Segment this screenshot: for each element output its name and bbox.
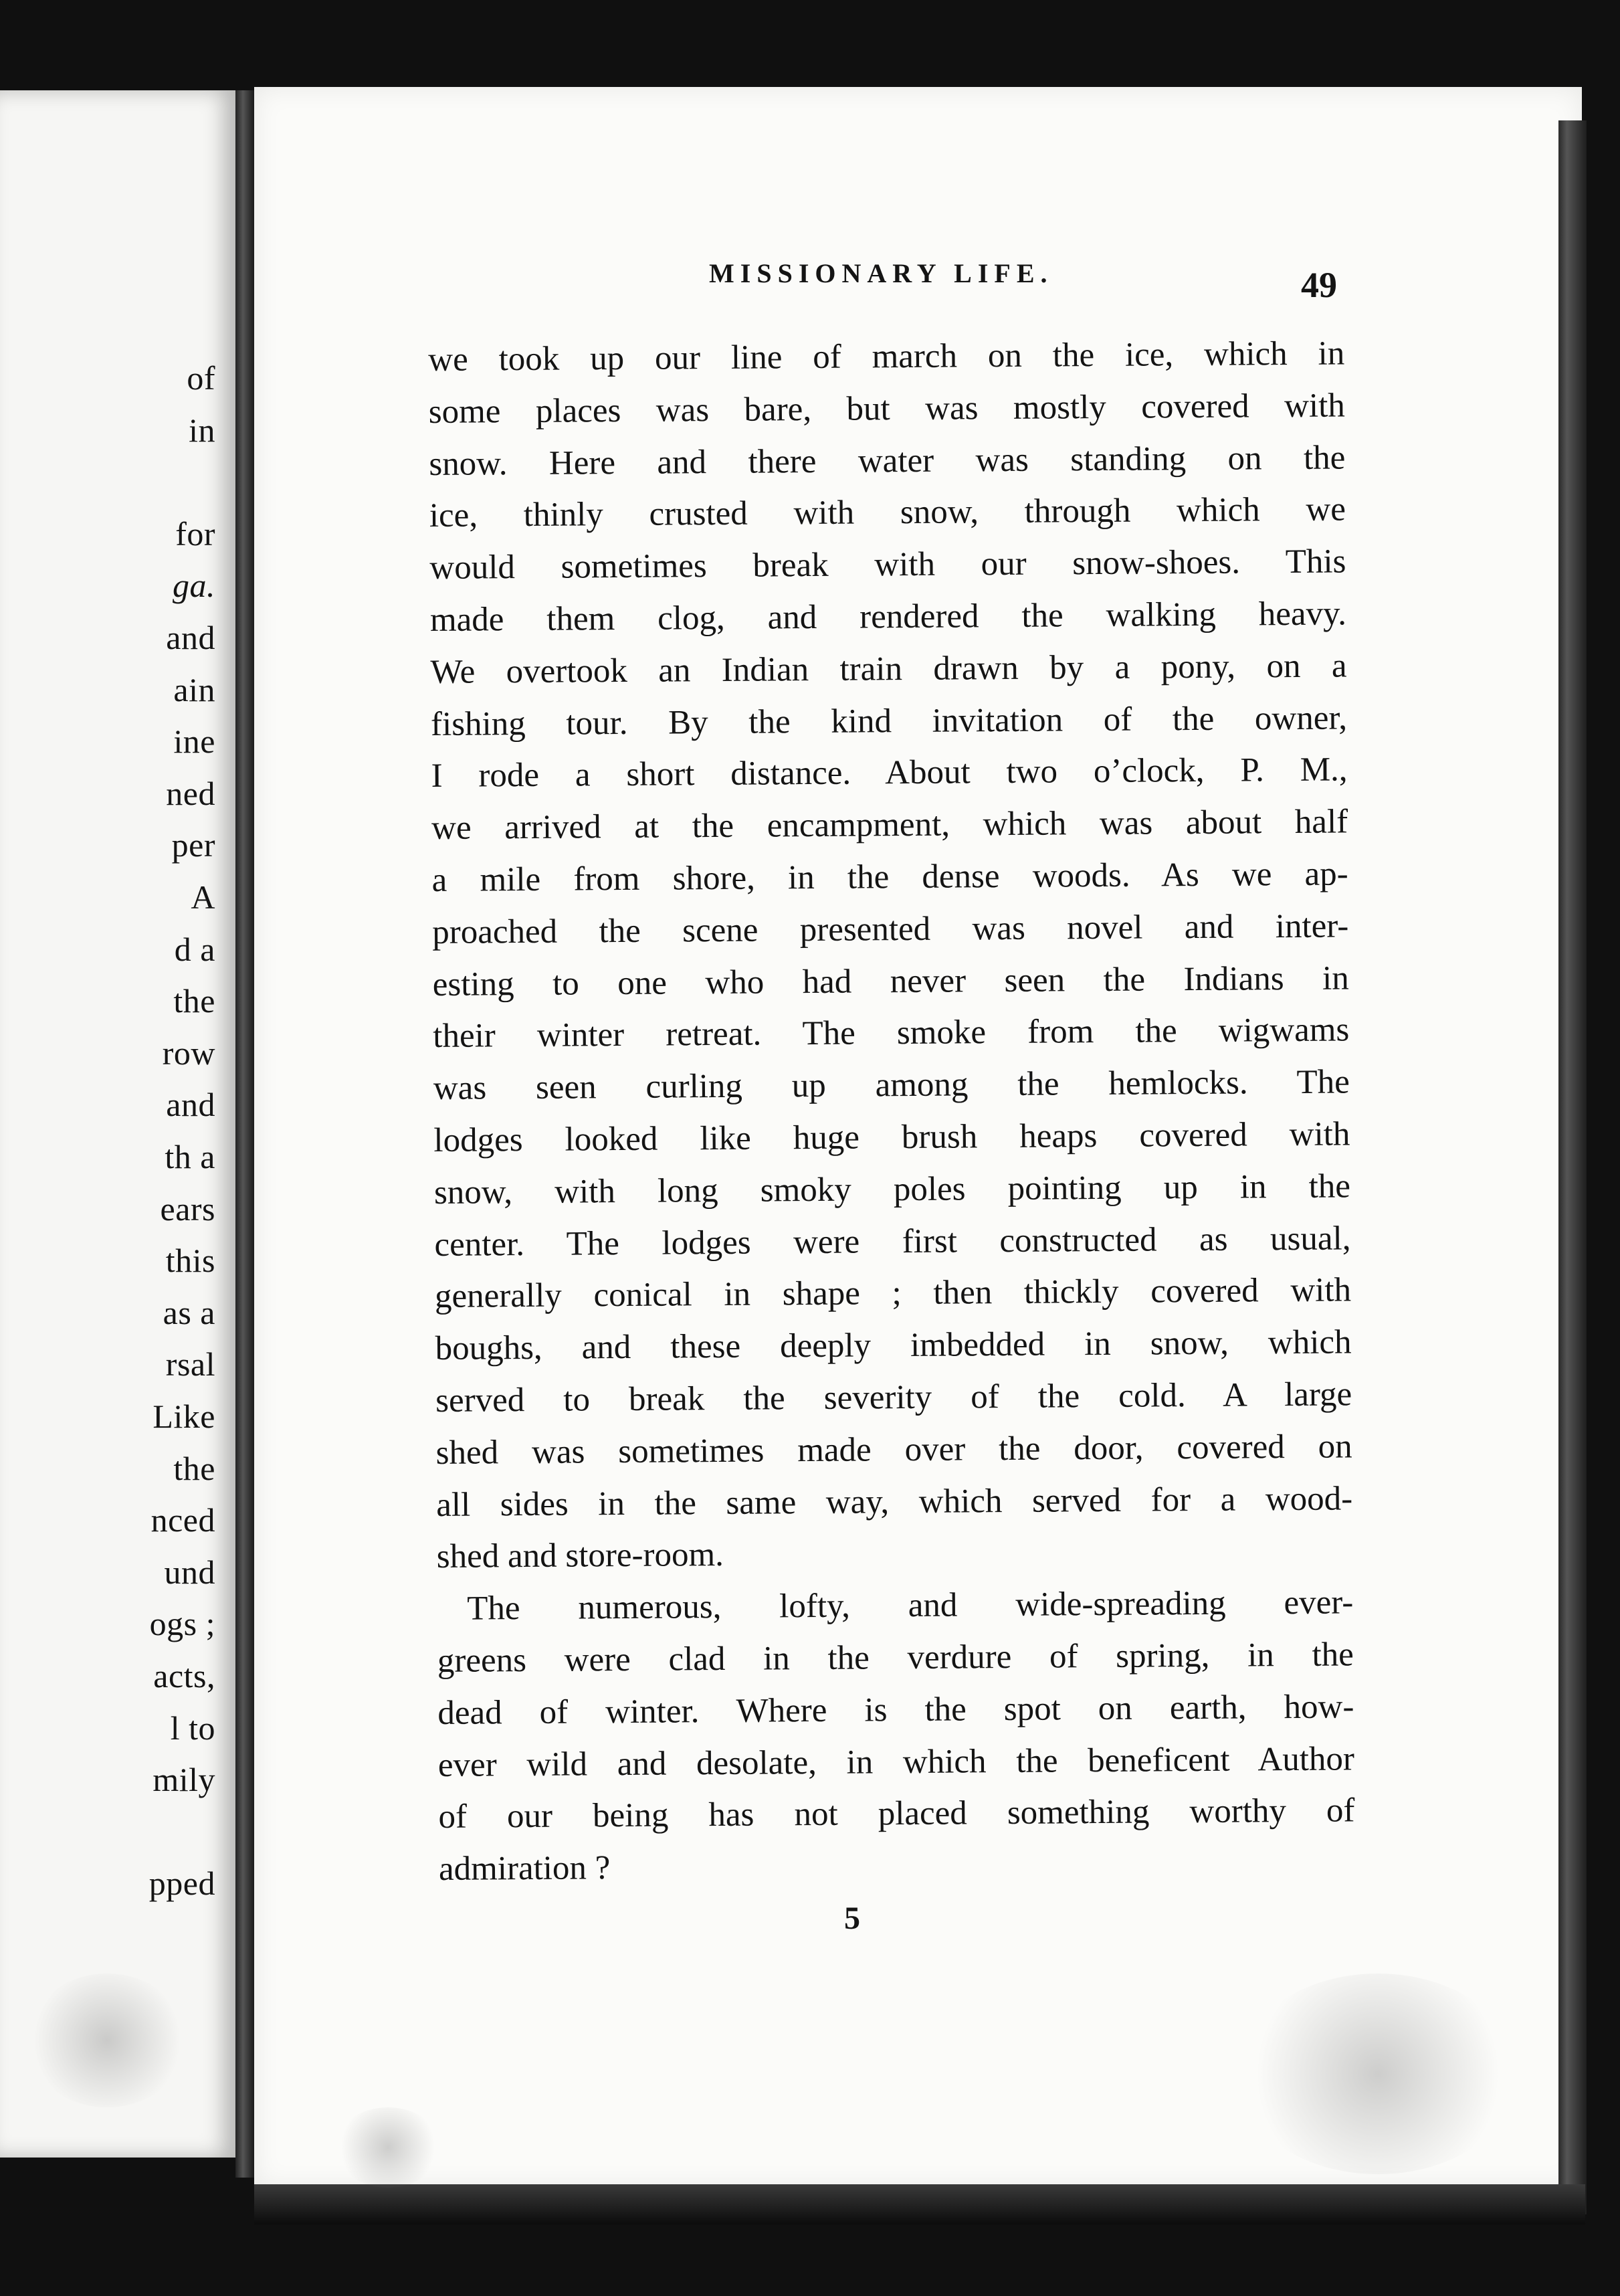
body-text-line: I rode a short distance. About two o’clock, P. M., (431, 751, 1348, 795)
left-page-line: ga. (173, 567, 215, 605)
left-page-line: ogs ; (149, 1605, 215, 1643)
left-page-line: d a (174, 930, 215, 968)
body-text-line: of our being has not placed something worthy of (438, 1792, 1355, 1836)
left-page-line: acts, (153, 1657, 215, 1695)
scan-smudge (27, 1974, 187, 2107)
left-page-fragment (0, 90, 242, 2158)
body-text-line: center. The lodges were first constructed as usual, (434, 1219, 1351, 1264)
left-page-line: for (175, 514, 215, 553)
body-text-line: generally conical in shape ; then thickly covered with (434, 1271, 1352, 1316)
body-text-line: The numerous, lofty, and wide-spreading ever- (467, 1584, 1354, 1628)
body-text-line: proached the scene presented was novel and inter- (432, 907, 1349, 951)
body-text-line: ice, thinly crusted with snow, through which we (429, 490, 1346, 535)
left-page-line: pped (148, 1864, 215, 1903)
body-text-line: we took up our line of march on the ice, which in (428, 334, 1345, 379)
left-page-line: Like (153, 1398, 215, 1435)
left-page-line: per (171, 826, 215, 864)
left-page-line: the (173, 1449, 215, 1487)
body-text-line: We overtook an Indian train drawn by a pony, on a (430, 647, 1347, 691)
left-page-line: of (187, 359, 215, 397)
scan-smudge (1237, 1974, 1518, 2174)
body-text-line: served to break the severity of the cold. A large (435, 1375, 1352, 1420)
body-text-line: all sides in the same way, which served for a wood- (436, 1479, 1353, 1524)
body-text-line: fishing tour. By the kind invitation of the owner, (430, 699, 1348, 743)
body-text-line: admiration ? (438, 1849, 611, 1889)
left-page-line: in (189, 411, 215, 449)
left-page-line: A (191, 878, 215, 916)
body-text-line: shed was sometimes made over the door, covered on (435, 1428, 1352, 1472)
left-page-line: und (164, 1553, 215, 1591)
scan-smudge (334, 2107, 441, 2188)
left-page-line: the (173, 982, 215, 1020)
left-page-line: as a (163, 1293, 215, 1331)
body-text-line: we arrived at the encampment, which was about half (431, 803, 1348, 848)
body-text-line: boughs, and these deeply imbedded in snow, which (435, 1323, 1352, 1368)
signature-mark: 5 (844, 1901, 860, 1936)
body-text-line: made them clog, and rendered the walking heavy. (429, 595, 1347, 639)
body-text-line: their winter retreat. The smoke from the wigwams (433, 1011, 1350, 1056)
body-text-line: dead of winter. Where is the spot on earth, how- (437, 1688, 1354, 1732)
body-text-line: shed and store-room. (436, 1536, 724, 1576)
page-bottom-edge (254, 2184, 1585, 2224)
left-page-line: ears (160, 1189, 215, 1228)
body-text-line: snow, with long smoky poles pointing up in the (433, 1167, 1351, 1212)
left-page-line: row (162, 1034, 215, 1072)
left-page-line: l to (170, 1709, 215, 1747)
body-text-line: esting to one who had never seen the Indians in (432, 959, 1349, 1003)
left-page-line: th a (165, 1138, 215, 1175)
left-page-line: nced (150, 1501, 215, 1539)
body-text-line: lodges looked like huge brush heaps covered with (433, 1115, 1350, 1159)
body-text (428, 328, 1355, 1895)
body-text-line: some places was bare, but was mostly covered with (428, 387, 1345, 431)
page-number: 49 (1301, 265, 1337, 305)
left-page-line: ain (173, 670, 215, 708)
body-text-line: would sometimes break with our snow-shoes. This (429, 543, 1346, 587)
left-page-line: this (165, 1242, 215, 1280)
left-page-line: ned (166, 774, 215, 812)
body-text-line: greens were clad in the verdure of spring, in the (437, 1636, 1354, 1680)
page-edge (1558, 120, 1587, 2214)
body-text-line: a mile from shore, in the dense woods. As we ap- (431, 855, 1348, 899)
body-text-line: ever wild and desolate, in which the beneficent Author (437, 1739, 1355, 1784)
left-page-line: rsal (165, 1345, 215, 1383)
book-gutter (235, 90, 254, 2178)
body-text-line: snow. Here and there water was standing on the (429, 439, 1346, 483)
left-page-line: and (166, 1086, 215, 1124)
running-head: MISSIONARY LIFE. (709, 258, 1053, 288)
left-page-line: and (166, 619, 215, 656)
left-page-line: mily (153, 1761, 215, 1799)
left-page-line: ine (173, 723, 215, 761)
body-text-line: was seen curling up among the hemlocks. The (433, 1063, 1350, 1108)
